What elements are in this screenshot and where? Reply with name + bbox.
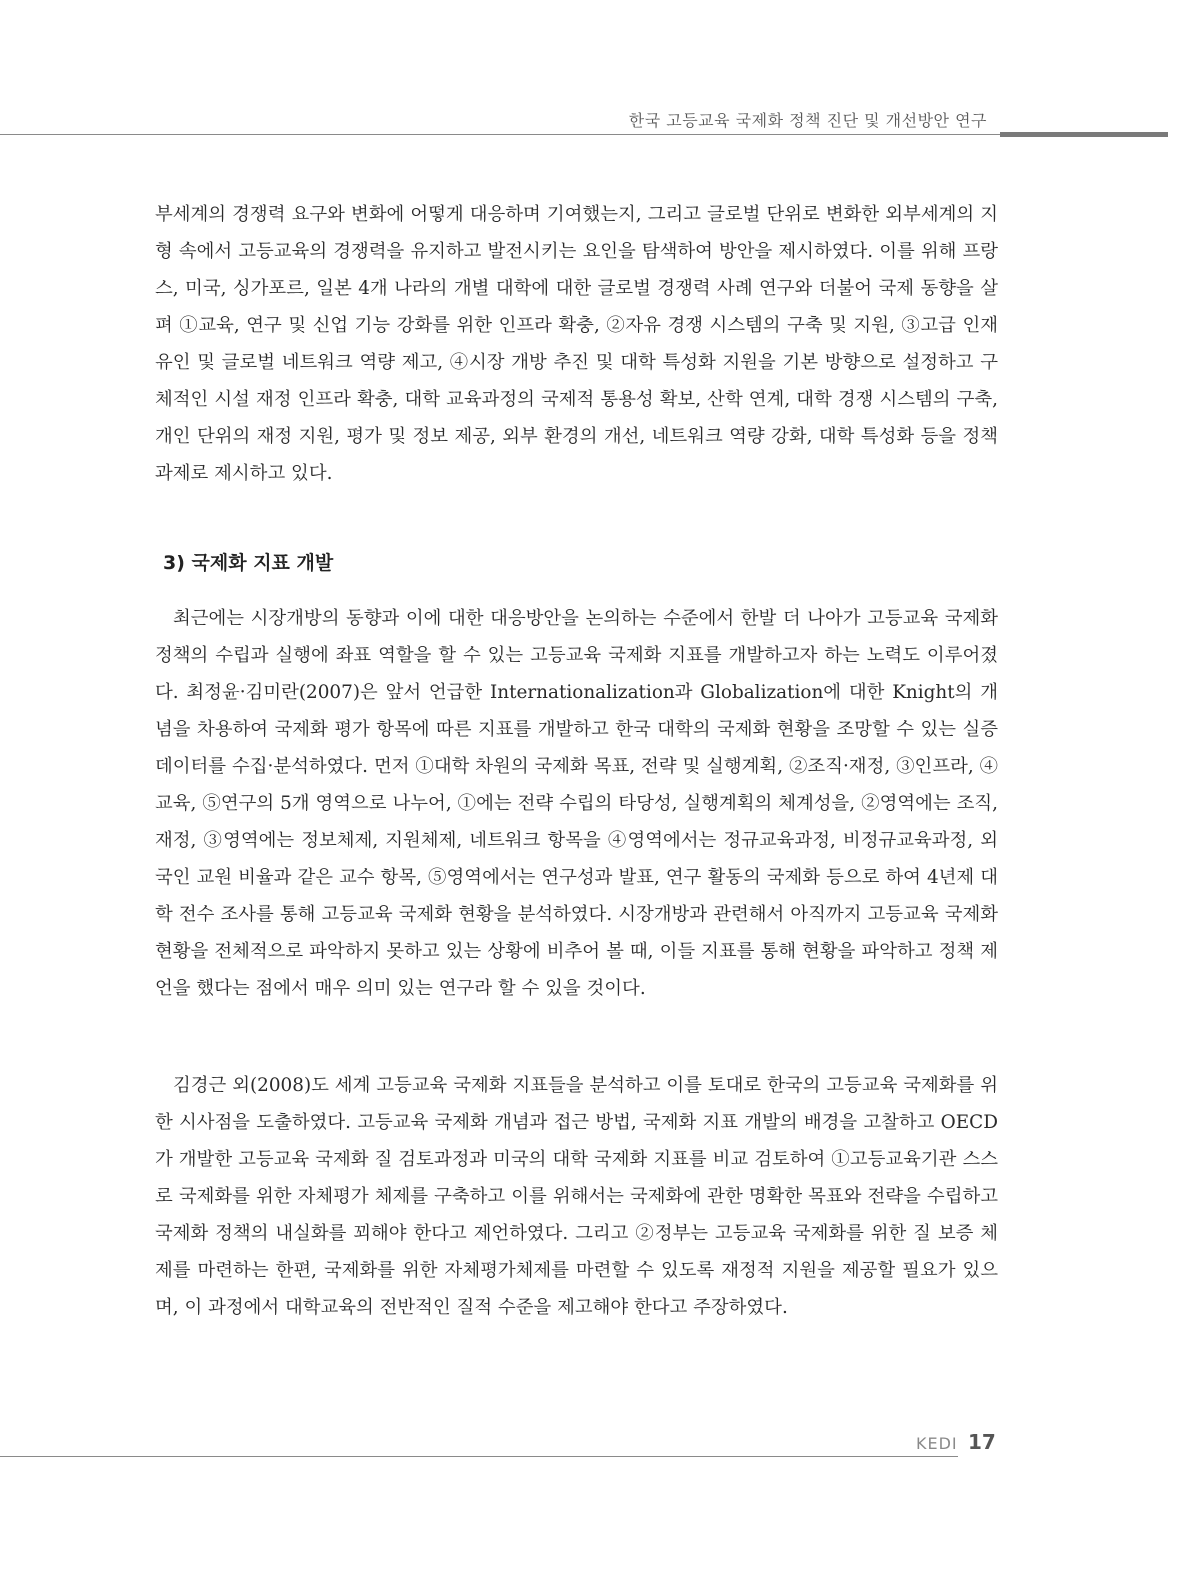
header-rule (0, 134, 1000, 135)
body-paragraph-1: 부세계의 경쟁력 요구와 변화에 어떻게 대응하며 기여했는지, 그리고 글로벌 단위로 변화한 외부세계의 지형 속에서 고등교육의 경쟁력을 유지하고 발전시키는 요인을 탐색하여 방안을 제시하였다. 이를 위해 프랑스, 미국, 싱가포르, 일본 4개 나라의 개별 대학에 대한 글로벌 경쟁력 사례 연구와 더불어 국제 동향을 살펴 ①교육, 연구 및 신업 기능 강화를 위한 인프라 확충, ②자유 경쟁 시스템의 구축 및 지원, ③고급 인재 유인 및 글로벌 네트워크 역량 제고, ④시장 개방 추진 및 대학 특성화 지원을 기본 방향으로 설정하고 구체적인 시설 재정 인프라 확충, 대학 교육과정의 국제적 통용성 확보, 산학 연계, 대학 경쟁 시스템의 구축, 개인 단위의 재정 지원, 평가 및 정보 제공, 외부 환경의 개선, 네트워크 역량 강화, 대학 특성화 등을 정책과제로 제시하고 있다. (155, 204, 998, 484)
page-number: 17 (968, 1430, 996, 1454)
body-paragraph-3: 김경근 외(2008)도 세계 고등교육 국제화 지표들을 분석하고 이를 토대로 한국의 고등교육 국제화를 위한 시사점을 도출하였다. 고등교육 국제화 개념과 접근 방법, 국제화 지표 개발의 배경을 고찰하고 OECD가 개발한 고등교육 국제화 질 검토과정과 미국의 대학 국제화 지표를 비교 검토하여 ①고등교육기관 스스로 국제화를 위한 자체평가 체제를 구축하고 이를 위해서는 국제화에 관한 명확한 목표와 전략을 수립하고 국제화 정책의 내실화를 꾀해야 한다고 제언하였다. 그리고 ②정부는 고등교육 국제화를 위한 질 보증 체제를 마련하는 한편, 국제화를 위한 자체평가체제를 마련할 수 있도록 재정적 지원을 제공할 필요가 있으며, 이 과정에서 대학교육의 전반적인 질적 수준을 제고해야 한다고 주장하였다. (155, 1075, 998, 1318)
footer-publisher: KEDI (916, 1434, 958, 1453)
running-header-title: 한국 고등교육 국제화 정책 진단 및 개선방안 연구 (628, 111, 987, 130)
body-paragraph-2: 최근에는 시장개방의 동향과 이에 대한 대응방안을 논의하는 수준에서 한발 더 나아가 고등교육 국제화 정책의 수립과 실행에 좌표 역할을 할 수 있는 고등교육 국제화 지표를 개발하고자 하는 노력도 이루어졌다. 최정윤·김미란(2007)은 앞서 언급한 Internationalization과 Globalization에 대한 Knight의 개념을 차용하여 국제화 평가 항목에 따른 지표를 개발하고 한국 대학의 국제화 현황을 조망할 수 있는 실증 데이터를 수집·분석하였다. 먼저 ①대학 차원의 국제화 목표, 전략 및 실행계획, ②조직·재정, ③인프라, ④교육, ⑤연구의 5개 영역으로 나누어, ①에는 전략 수립의 타당성, 실행계획의 체계성을, ②영역에는 조직, 재정, ③영역에는 정보체제, 지원체제, 네트워크 항목을 ④영역에서는 정규교육과정, 비정규교육과정, 외국인 교원 비율과 같은 교수 항목, ⑤영역에서는 연구성과 발표, 연구 활동의 국제화 등으로 하여 4년제 대학 전수 조사를 통해 고등교육 국제화 현황을 분석하였다. 시장개방과 관련해서 아직까지 고등교육 국제화 현황을 전체적으로 파악하지 못하고 있는 상황에 비추어 볼 때, 이들 지표를 통해 현황을 파악하고 정책 제언을 했다는 점에서 매우 의미 있는 연구라 할 수 있을 것이다. (155, 608, 998, 999)
header-accent-bar (1000, 132, 1168, 137)
section-heading: 3) 국제화 지표 개발 (163, 552, 334, 574)
footer-rule (0, 1456, 958, 1457)
